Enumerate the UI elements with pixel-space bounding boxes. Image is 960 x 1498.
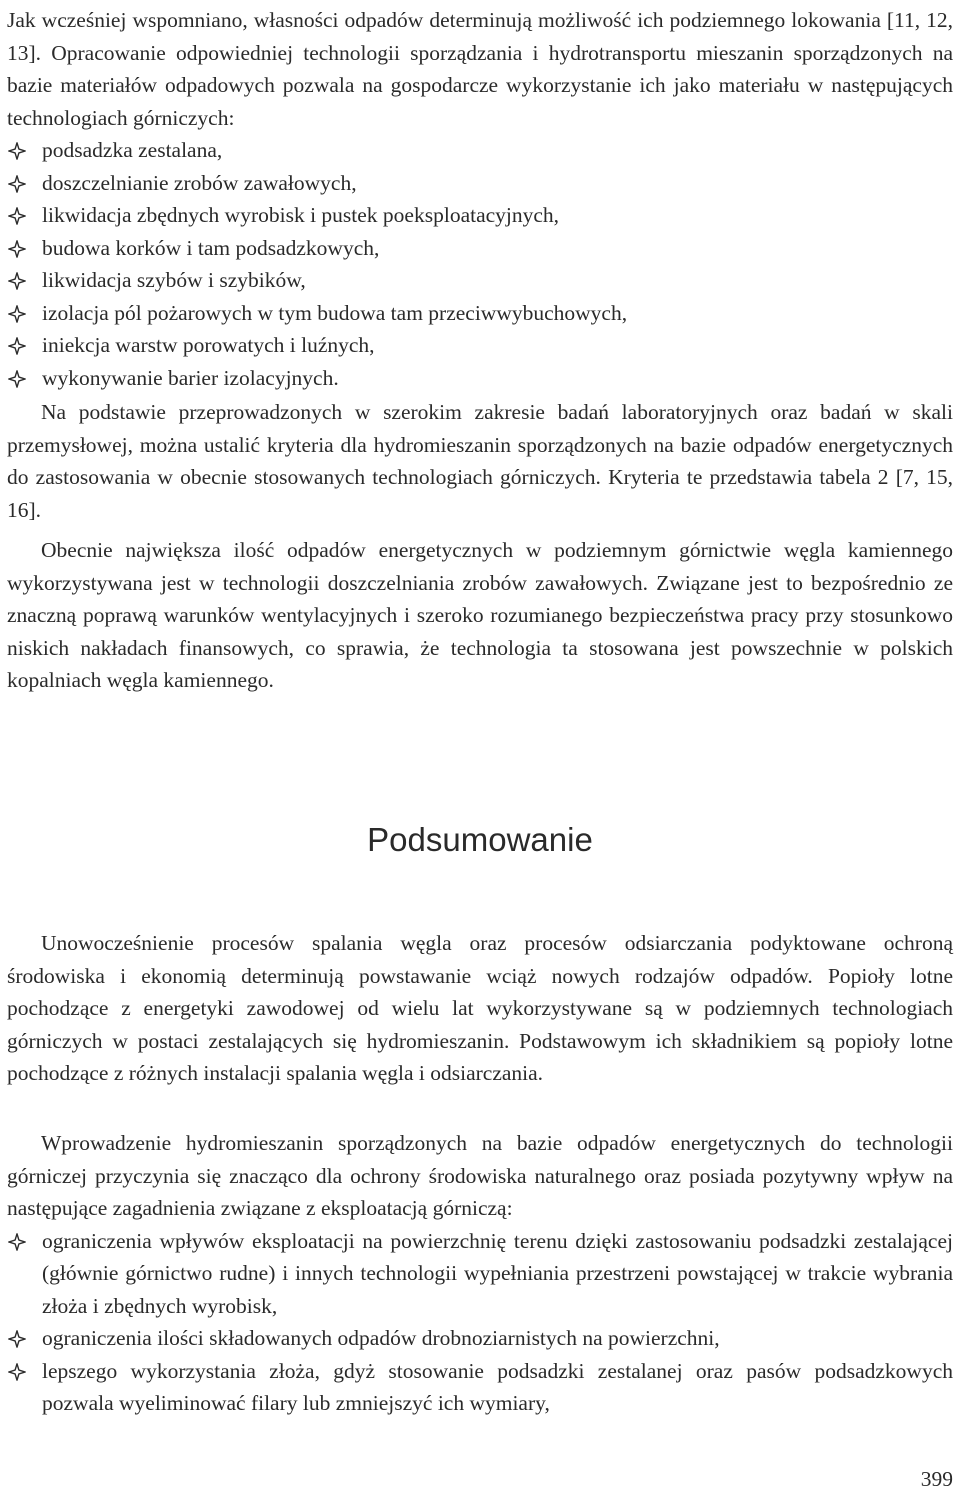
list-item-text: podsadzka zestalana, — [42, 138, 223, 162]
section-title: Podsumowanie — [367, 821, 593, 858]
list-item-text: likwidacja szybów i szybików, — [42, 268, 306, 292]
four-point-star-outline-icon — [7, 167, 29, 199]
benefits-list — [7, 1225, 953, 1420]
four-point-star-outline-icon — [7, 297, 29, 329]
list-item-text: ograniczenia wpływów eksploatacji na powierzchnię terenu dzięki zastosowaniu podsadzki zestalającej (głównie górnictwo rudne) i innych technologii wypełniania przestrzeni powstającej w trakcie wybrania złoża i zbędnych wyrobisk, — [42, 1228, 953, 1318]
list-item — [7, 134, 953, 167]
list-item — [7, 1322, 953, 1355]
list-item — [7, 1225, 953, 1323]
list-item — [7, 362, 953, 395]
list-item-text: wykonywanie barier izolacyjnych. — [42, 365, 339, 390]
list-item-text: izolacja pól pożarowych w tym budowa tam przeciwwybuchowych, — [42, 300, 628, 325]
four-point-star-outline-icon — [7, 1355, 29, 1387]
four-point-star-outline-icon — [7, 362, 29, 394]
four-point-star-outline-icon — [7, 264, 29, 296]
list-item — [7, 329, 953, 362]
technologies-list — [7, 134, 953, 394]
four-point-star-outline-icon — [7, 134, 29, 166]
page-number: 399 — [920, 1467, 953, 1491]
list-item-text: likwidacja zbędnych wyrobisk i pustek poeksploatacyjnych, — [42, 203, 560, 227]
summary-paragraph-2: Wprowadzenie hydromieszanin sporządzonych na bazie odpadów energetycznych do technologii górniczej przyczynia się znacząco dla ochrony środowiska naturalnego oraz posiada pozytywny wpływ na następujące zagadnienia związane z eksploatacją górniczą: — [7, 1131, 953, 1220]
list-item-text: ograniczenia ilości składowanych odpadów drobnoziarnistych na powierzchni, — [42, 1326, 720, 1350]
summary-paragraph-1: Unowocześnienie procesów spalania węgla oraz procesów odsiarczania podyktowane ochroną środowiska i ekonomią determinują powstawanie wciąż nowych rodzajów odpadów. Popioły lotne pochodzące z energetyki zawodowej od wielu lat wykorzystywane są w podziemnych technologiach górniczych w postaci zestalających się hydromieszanin. Podstawowym ich składnikiem są popioły lotne pochodzące z różnych instalacji spalania węgla i odsiarczania. — [7, 931, 953, 1085]
intro-block — [7, 4, 953, 394]
four-point-star-outline-icon — [7, 1322, 29, 1354]
paragraph-usage: Obecnie największa ilość odpadów energetycznych w podziemnym górnictwie węgla kamiennego wykorzystywana jest w technologii doszczelniania zrobów zawałowych. Związane jest to bezpośrednio ze znaczną poprawą warunków wentylacyjnych i szeroko rozumianego bezpieczeństwa pracy przy stosunkowo niskich nakładach finansowych, co sprawia, że technologia ta stosowana jest powszechnie w polskich kopalniach węgla kamiennego. — [7, 538, 953, 692]
list-item-text: iniekcja warstw porowatych i luźnych, — [42, 333, 375, 357]
summary-block-2 — [7, 1127, 953, 1420]
list-item-text: lepszego wykorzystania złoża, gdyż stosowanie podsadzki zestalanej oraz pasów podsadzkowych pozwala wyeliminować filary lub zmniejszyć ich wymiary, — [42, 1358, 953, 1415]
criteria-block — [7, 396, 953, 526]
four-point-star-outline-icon — [7, 199, 29, 231]
list-item-text: doszczelnianie zrobów zawałowych, — [42, 170, 357, 195]
four-point-star-outline-icon — [7, 232, 29, 264]
four-point-star-outline-icon — [7, 1225, 29, 1257]
list-item — [7, 167, 953, 200]
usage-block — [7, 534, 953, 697]
list-item — [7, 232, 953, 265]
list-item — [7, 297, 953, 330]
list-item — [7, 1355, 953, 1420]
list-item — [7, 199, 953, 232]
paragraph-criteria: Na podstawie przeprowadzonych w szerokim zakresie badań laboratoryjnych oraz badań w skali przemysłowej, można ustalić kryteria dla hydromieszanin sporządzonych na bazie odpadów energetycznych do zastosowania w obecnie stosowanych technologiach górniczych. Kryteria te przedstawia tabela 2 [7, 15, 16]. — [7, 400, 953, 522]
list-item-text: budowa korków i tam podsadzkowych, — [42, 235, 380, 260]
list-item — [7, 264, 953, 297]
four-point-star-outline-icon — [7, 329, 29, 361]
intro-paragraph: Jak wcześniej wspomniano, własności odpadów determinują możliwość ich podziemnego lokowania [11, 12, 13]. Opracowanie odpowiedniej technologii sporządzania i hydrotransportu mieszanin sporządzonych na bazie materiałów odpadowych pozwala na gospodarcze wykorzystanie ich jako materiału w następujących technologiach górniczych: — [7, 8, 953, 130]
summary-block-1 — [7, 927, 953, 1090]
